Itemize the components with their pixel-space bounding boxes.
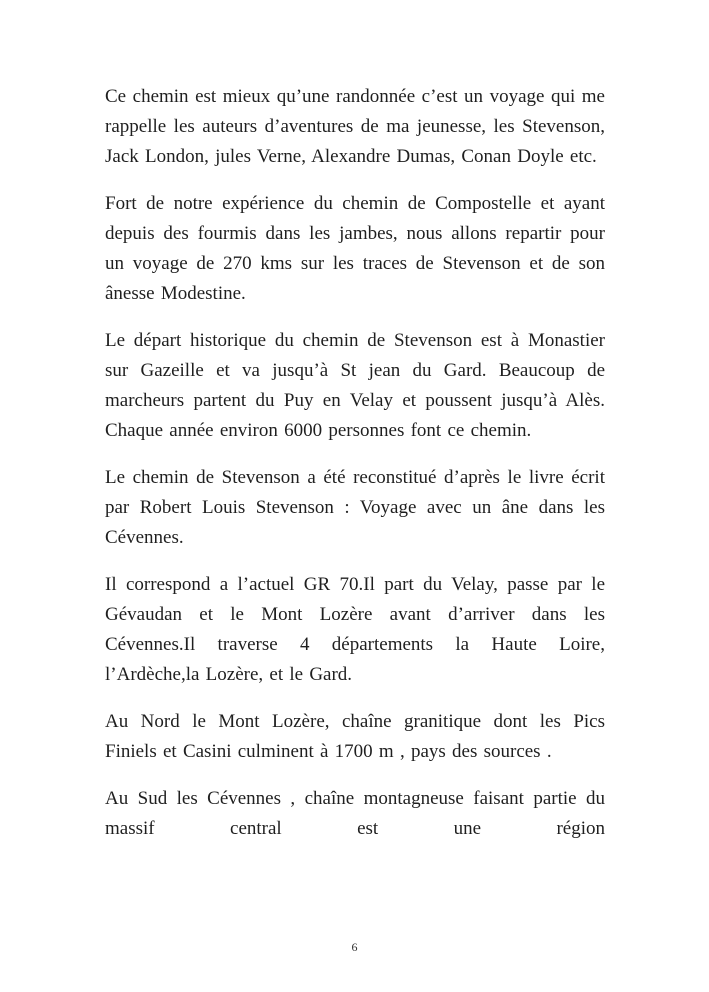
page-number: 6 xyxy=(351,940,358,954)
paragraph: Le chemin de Stevenson a été reconstitué d’après le livre écrit par Robert Louis Stevenson : Voyage avec un âne dans les Cévennes. xyxy=(105,467,605,548)
page-body-text xyxy=(105,82,605,861)
paragraph: Le départ historique du chemin de Stevenson est à Monastier sur Gazeille et va jusqu’à St jean du Gard. Beaucoup de marcheurs partent du Puy en Velay et poussent jusqu’à Alès. Chaque année environ 6000 personnes font ce chemin. xyxy=(105,330,605,441)
paragraph: Au Sud les Cévennes , chaîne montagneuse faisant partie du massif central est une région xyxy=(105,788,605,839)
paragraph: Il correspond a l’actuel GR 70.Il part du Velay, passe par le Gévaudan et le Mont Lozère avant d’arriver dans les Cévennes.Il traverse 4 départements la Haute Loire, l’Ardèche,la Lozère, et le Gard. xyxy=(105,574,605,685)
paragraph: Au Nord le Mont Lozère, chaîne granitique dont les Pics Finiels et Casini culminent à 1700 m , pays des sources . xyxy=(105,711,605,762)
paragraph: Ce chemin est mieux qu’une randonnée c’est un voyage qui me rappelle les auteurs d’aventures de ma jeunesse, les Stevenson, Jack London, jules Verne, Alexandre Dumas, Conan Doyle etc. xyxy=(105,86,605,167)
paragraph: Fort de notre expérience du chemin de Compostelle et ayant depuis des fourmis dans les jambes, nous allons repartir pour un voyage de 270 kms sur les traces de Stevenson et de son ânesse Modestine. xyxy=(105,193,605,304)
